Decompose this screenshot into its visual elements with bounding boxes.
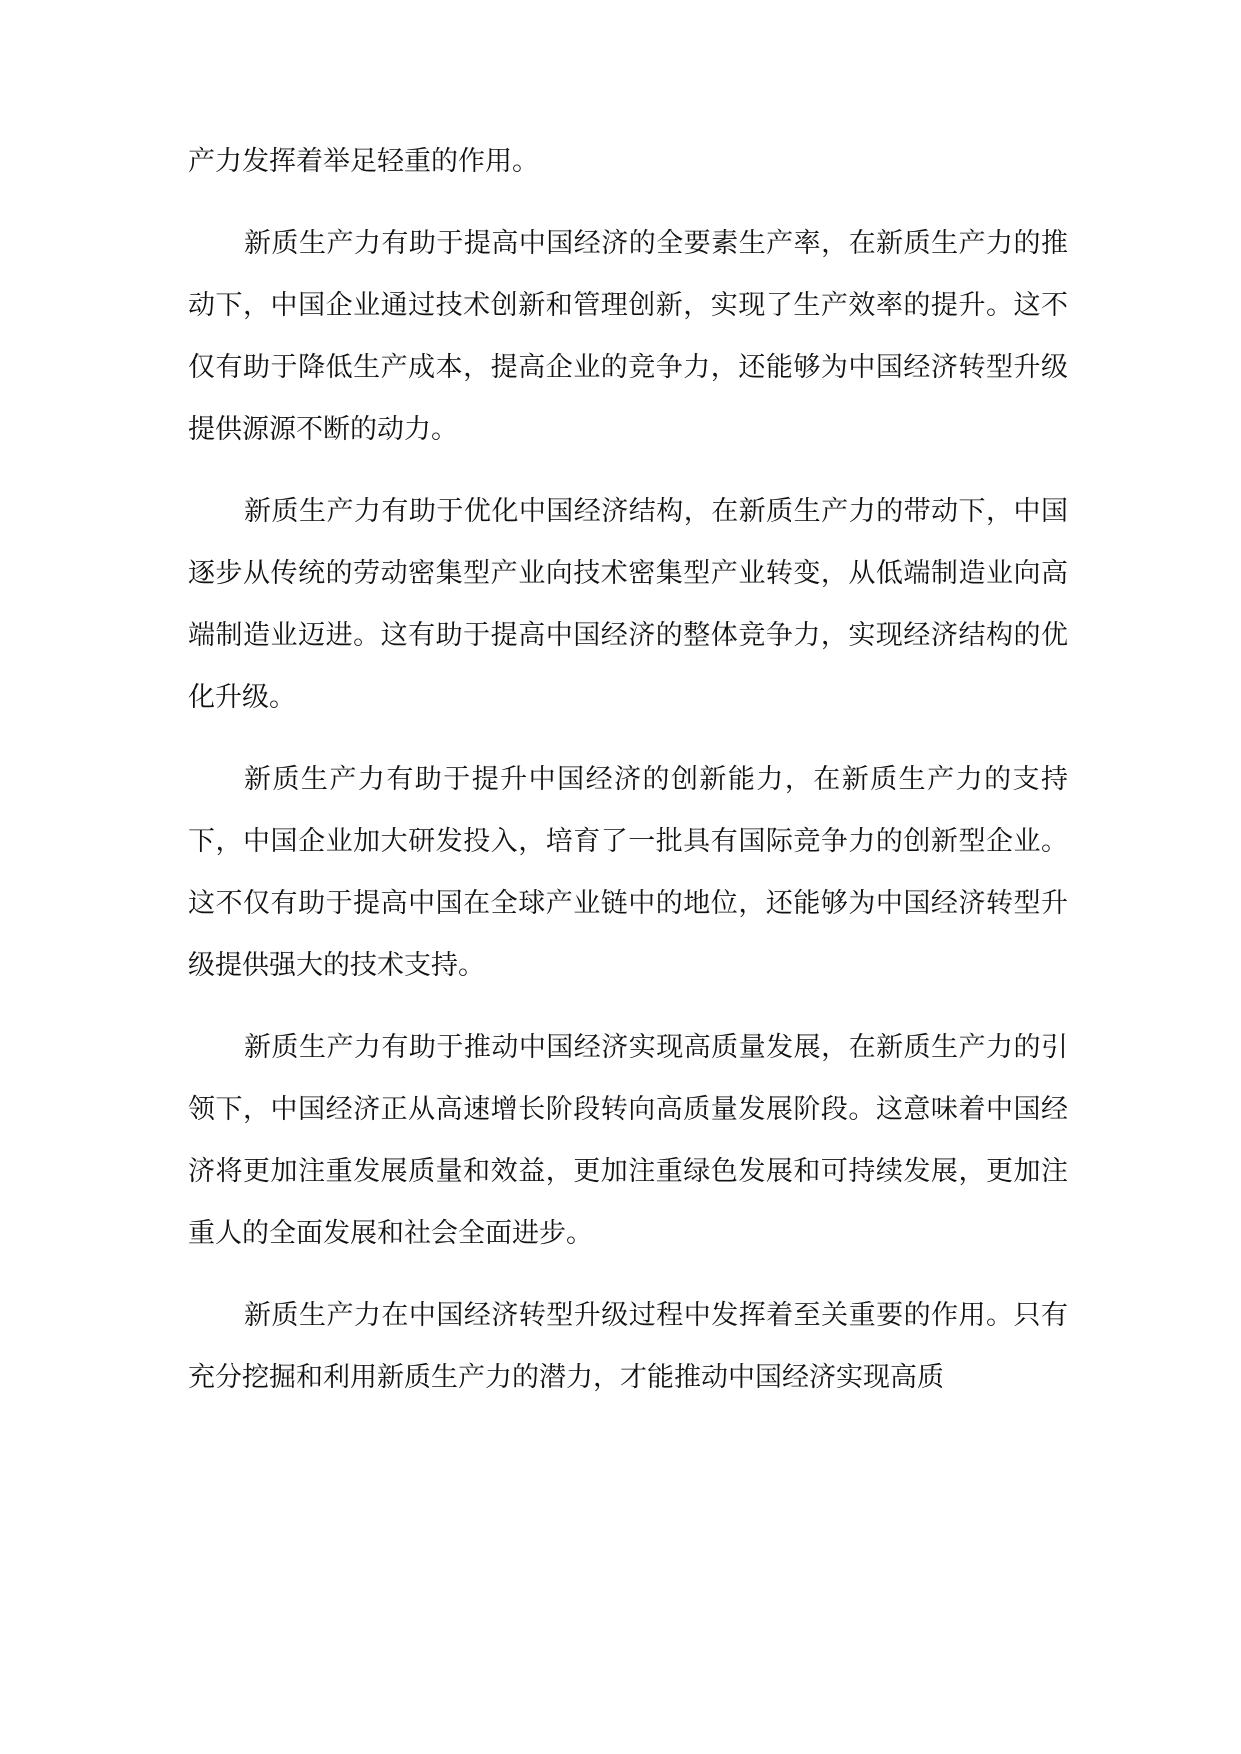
paragraph: 新质生产力有助于优化中国经济结构，在新质生产力的带动下，中国逐步从传统的劳动密集型产业向技术密集型产业转变，从低端制造业向高端制造业迈进。这有助于提高中国经济的整体竞争力，实现经济结构的优化升级。 — [188, 496, 1068, 713]
paragraph: 新质生产力有助于提高中国经济的全要素生产率，在新质生产力的推动下，中国企业通过技术创新和管理创新，实现了生产效率的提升。这不仅有助于降低生产成本，提高企业的竞争力，还能够为中国经济转型升级提供源源不断的动力。 — [188, 228, 1068, 445]
paragraph: 新质生产力有助于提升中国经济的创新能力，在新质生产力的支持下，中国企业加大研发投入，培育了一批具有国际竞争力的创新型企业。这不仅有助于提高中国在全球产业链中的地位，还能够为中国经济转型升级提供强大的技术支持。 — [188, 764, 1068, 981]
paragraph: 新质生产力在中国经济转型升级过程中发挥着至关重要的作用。只有充分挖掘和利用新质生产力的潜力，才能推动中国经济实现高质 — [188, 1300, 1068, 1393]
paragraph: 新质生产力有助于推动中国经济实现高质量发展，在新质生产力的引领下，中国经济正从高速增长阶段转向高质量发展阶段。这意味着中国经济将更加注重发展质量和效益，更加注重绿色发展和可持续发展，更加注重人的全面发展和社会全面进步。 — [188, 1032, 1068, 1249]
paragraph: 产力发挥着举足轻重的作用。 — [188, 146, 539, 177]
document-body — [188, 131, 1068, 1429]
